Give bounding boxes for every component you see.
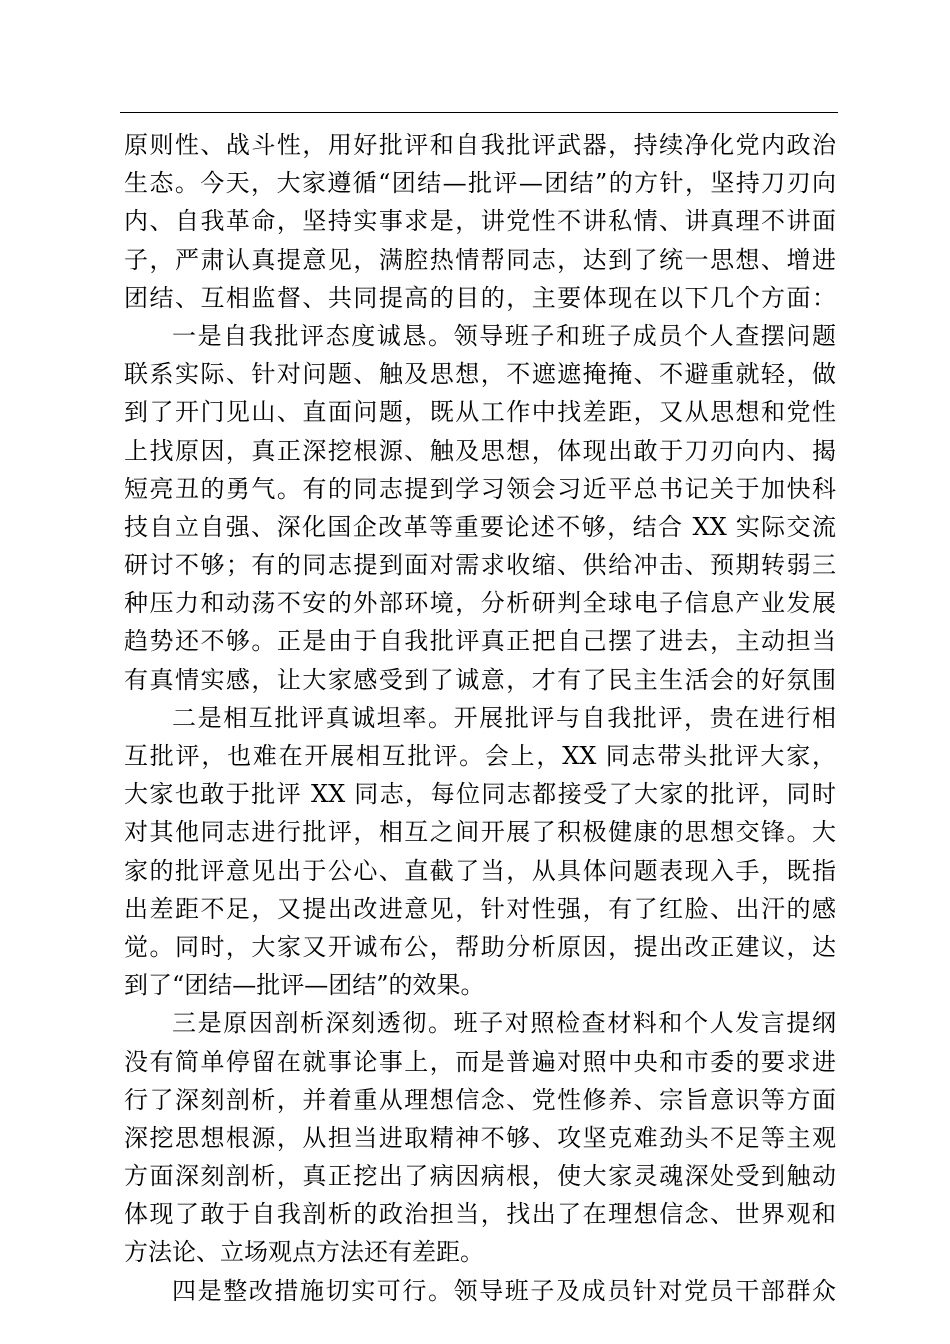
text-line: 短亮丑的勇气。有的同志提到学习领会习近平总书记关于加快科 [124,474,836,503]
text-line: 研讨不够；有的同志提到面对需求收缩、供给冲击、预期转弱三 [124,551,836,580]
paragraph-heading-2: 二是相互批评真诚坦率。开展批评与自我批评，贵在进行相 [172,703,836,732]
text-line: 生态。今天，大家遵循“团结—批评—团结”的方针，坚持刀刃向 [124,169,836,198]
text-line: 大家也敢于批评 XX 同志，每位同志都接受了大家的批评，同时 [124,780,836,809]
text-line: 技自立自强、深化国企改革等重要论述不够，结合 XX 实际交流 [124,512,836,541]
text-line: 联系实际、针对问题、触及思想，不遮遮掩掩、不避重就轻，做 [124,360,836,389]
text-line: 出差距不足，又提出改进意见，针对性强，有了红脸、出汗的感 [124,894,836,923]
text-line: 原则性、战斗性，用好批评和自我批评武器，持续净化党内政治 [124,131,836,159]
paragraph-heading-4: 四是整改措施切实可行。领导班子及成员针对党员干部群众 [172,1276,836,1305]
paragraph-heading-3: 三是原因剖析深刻透彻。班子对照检查材料和个人发言提纲 [172,1009,836,1038]
text-line: 到了开门见山、直面问题，既从工作中找差距，又从思想和党性 [124,398,836,427]
paragraph-heading-1: 一是自我批评态度诚恳。领导班子和班子成员个人查摆问题 [172,321,836,350]
text-line: 方面深刻剖析，真正挖出了病因病根，使大家灵魂深处受到触动 [124,1162,836,1191]
text-line: 深挖思想根源，从担当进取精神不够、攻坚克难劲头不足等主观 [124,1123,836,1152]
text-line: 上找原因，真正深挖根源、触及思想，体现出敢于刀刃向内、揭 [124,436,836,465]
text-line: 行了深刻剖析，并着重从理想信念、党性修养、宗旨意识等方面 [124,1085,836,1114]
text-line: 到了“团结—批评—团结”的效果。 [124,971,485,1000]
text-line: 对其他同志进行批评，相互之间开展了积极健康的思想交锋。大 [124,818,836,847]
header-rule [120,112,838,113]
text-line: 子，严肃认真提意见，满腔热情帮同志，达到了统一思想、增进 [124,245,836,274]
text-line: 没有简单停留在就事论事上，而是普遍对照中央和市委的要求进 [124,1047,836,1076]
text-line: 互批评，也难在开展相互批评。会上，XX 同志带头批评大家， [124,742,836,770]
text-line: 有真情实感，让大家感受到了诚意，才有了民主生活会的好氛围 [124,665,836,694]
text-line: 内、自我革命，坚持实事求是，讲党性不讲私情、讲真理不讲面 [124,207,836,236]
text-line: 体现了敢于自我剖析的政治担当，找出了在理想信念、世界观和 [124,1200,836,1229]
text-line: 方法论、立场观点方法还有差距。 [124,1238,484,1267]
text-line: 家的批评意见出于公心、直截了当，从具体问题表现入手，既指 [124,856,836,885]
text-line: 觉。同时，大家又开诚布公，帮助分析原因，提出改正建议，达 [124,932,836,961]
text-line: 种压力和动荡不安的外部环境，分析研判全球电子信息产业发展 [124,589,836,618]
text-line: 团结、互相监督、共同提高的目的，主要体现在以下几个方面： [124,283,836,312]
text-line: 趋势还不够。正是由于自我批评真正把自己摆了进去，主动担当 [124,627,836,656]
body-text [124,126,836,1310]
